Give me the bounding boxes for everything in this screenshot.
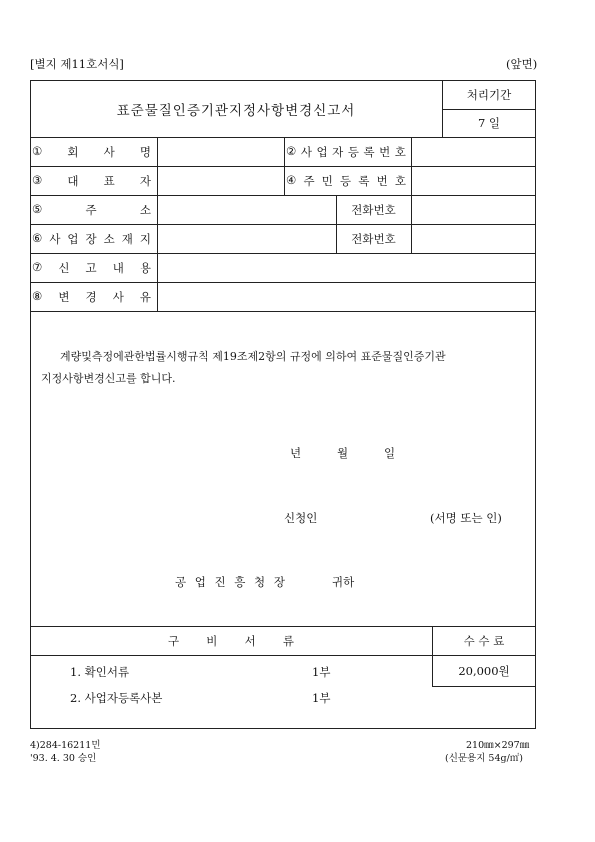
signature-note: (서명 또는 인) (430, 511, 502, 525)
recipient-name: 공 업 진 흥 청 장 (175, 575, 288, 589)
company-name-label: ① 회 사 명 (32, 144, 151, 159)
representative-field[interactable] (158, 167, 283, 195)
paper-type: (신문용지 54g/㎡) (445, 753, 524, 764)
resident-registration-label: ④ 주 민 등 록 번 호 (286, 173, 406, 188)
applicant-label: 신청인 (284, 511, 318, 525)
document-item-count: 1부 (312, 691, 331, 705)
resident-registration-field[interactable] (412, 167, 535, 195)
form-code: 4)284-16211민 (30, 740, 101, 751)
address-phone-label: 전화번호 (351, 203, 396, 217)
required-documents-header: 구 비 서 류 (168, 634, 294, 648)
applicant-signature-field[interactable] (330, 505, 425, 527)
workplace-location-label: ⑥ 사 업 장 소 재 지 (32, 231, 151, 246)
company-name-field[interactable] (158, 138, 283, 166)
processing-period-value: 7 일 (477, 116, 501, 130)
form-title: 표준물질인증기관지정사항변경신고서 (116, 102, 356, 119)
statement-line-1: 계량및측정에관한법률시행규칙 제19조제2항의 규정에 의하여 표준물질인증기관 (60, 350, 446, 363)
report-content-label: ⑦ 신 고 내 용 (32, 260, 151, 275)
document-item-count: 1부 (312, 665, 331, 679)
statement-line-2: 지정사항변경신고를 합니다. (41, 372, 176, 385)
page-side-label: (앞면) (506, 57, 538, 71)
workplace-phone-label: 전화번호 (351, 232, 396, 246)
business-registration-label: ② 사 업 자 등 록 번 호 (286, 144, 406, 159)
fee-header: 수 수 료 (463, 633, 505, 648)
paper-size: 210㎜×297㎜ (466, 740, 530, 751)
representative-label: ③ 대 표 자 (32, 173, 151, 188)
business-registration-field[interactable] (412, 138, 535, 166)
change-reason-label: ⑧ 변 경 사 유 (32, 289, 151, 304)
fee-value: 20,000원 (458, 663, 510, 678)
date-year-label: 년 (290, 446, 302, 460)
address-phone-field[interactable] (412, 196, 535, 224)
address-label: ⑤ 주 소 (32, 202, 151, 217)
report-content-field[interactable] (158, 254, 535, 282)
approval-date: '93. 4. 30 승인 (30, 753, 97, 764)
date-month-label: 월 (337, 446, 349, 460)
change-reason-field[interactable] (158, 283, 535, 311)
workplace-location-field[interactable] (158, 225, 335, 253)
document-item-label: 1. 확인서류 (70, 665, 130, 679)
workplace-phone-field[interactable] (412, 225, 535, 253)
processing-period-label: 처리기간 (466, 87, 512, 102)
date-day-label: 일 (384, 446, 396, 460)
recipient-suffix: 귀하 (332, 575, 355, 589)
form-number: [별지 제11호서식] (30, 57, 124, 71)
document-item-label: 2. 사업자등록사본 (70, 691, 163, 705)
address-field[interactable] (158, 196, 335, 224)
